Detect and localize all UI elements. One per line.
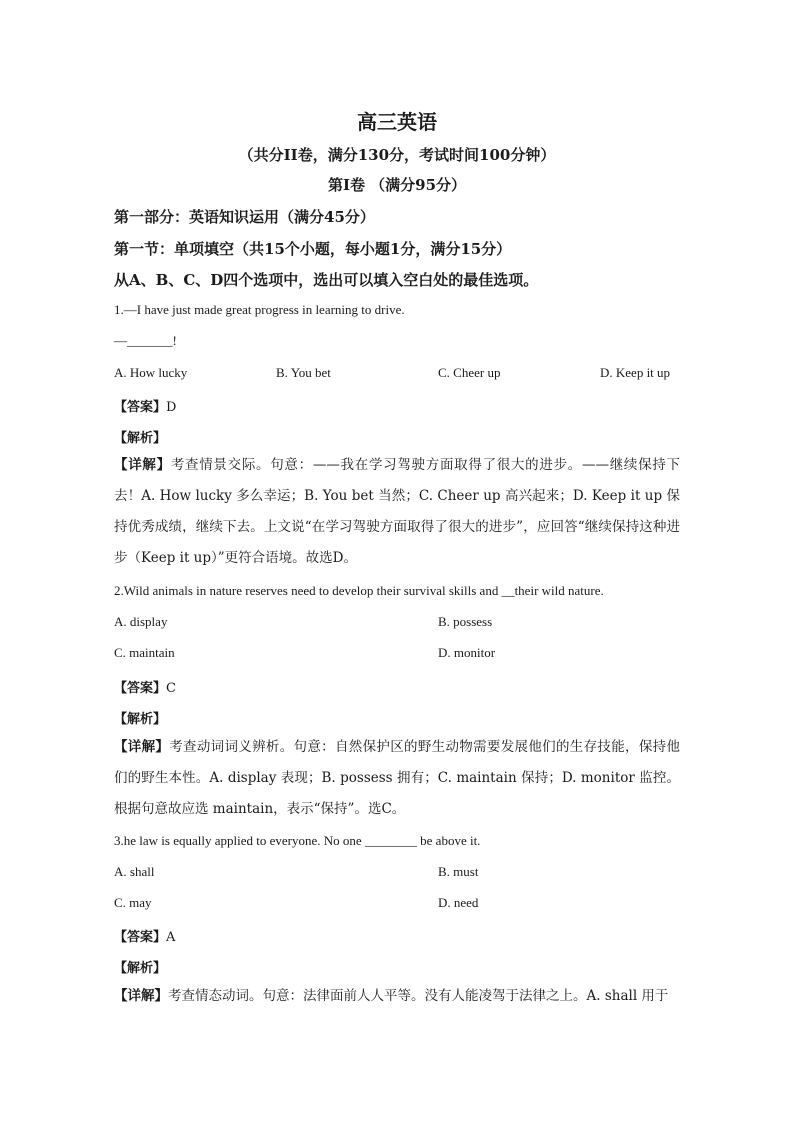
detail-text: 考查动词词义辨析。句意：自然保护区的野生动物需要发展他们的生存技能，保持他们的野生本性。A. display 表现；B. possess 拥有；C. maintain 保持；D. monitor 监控。根据句意故应选 maintain，表示“保持”。选C。 [114,739,680,817]
q3-analysis-label: 【解析】 [114,961,167,976]
q2-option-d: D. monitor [438,645,496,660]
detail-label: 【详解】 [114,988,168,1004]
q3-option-d: D. need [438,895,479,910]
q2-detail [114,732,680,825]
q1-option-c: C. Cheer up [438,365,501,380]
answer-value: D [166,400,177,415]
answer-value: A [166,930,176,945]
detail-text: 考查情景交际。句意：——我在学习驾驶方面取得了很大的进步。——继续保持下去！A. How lucky 多么幸运；B. You bet 当然；C. Cheer up 高兴起来；D. Keep it up 保持优秀成绩，继续下去。上文说“在学习驾驶方面取得了很大的进步”，应回答“继续保持这种进步（Keep it up）”更符合语境。故选D。 [114,457,681,566]
q1-option-d: D. Keep it up [600,365,671,380]
question-2-stem: 2.Wild animals in nature reserves need to develop their survival skills and __their wild nature. [114,583,604,598]
q2-option-c: C. maintain [114,645,175,660]
question-1-blank: —_______! [114,333,177,348]
section-heading: 第一节：单项填空（共15个小题，每小题1分，满分15分） [114,240,512,258]
answer-label: 【答案】 [114,681,167,696]
q3-option-a: A. shall [114,864,155,879]
q3-option-b: B. must [438,864,479,879]
part-heading: 第一部分：英语知识运用（满分45分） [114,208,375,226]
q3-option-c: C. may [114,895,152,910]
q1-analysis-label: 【解析】 [114,431,167,446]
q2-option-a: A. display [114,614,168,629]
detail-label: 【详解】 [114,739,170,755]
answer-value: C [166,681,176,696]
q1-detail [114,450,680,574]
detail-text: 考查情态动词。句意：法律面前人人平等。没有人能凌驾于法律之上。A. shall 用于 [168,988,669,1004]
q1-option-a: A. How lucky [114,365,188,380]
q1-answer [114,396,176,415]
page-title: 高三英语 [357,110,437,134]
question-3-stem: 3.he law is equally applied to everyone. No one ________ be above it. [114,833,481,848]
answer-label: 【答案】 [114,930,167,945]
q2-analysis-label: 【解析】 [114,712,167,727]
instruction: 从A、B、C、D四个选项中，选出可以填入空白处的最佳选项。 [114,271,539,289]
answer-label: 【答案】 [114,400,167,415]
q3-answer [114,926,175,945]
volume-heading: 第I卷 （满分95分） [327,176,467,194]
q1-option-b: B. You bet [276,365,331,380]
q3-detail [114,981,680,1012]
question-1-stem: 1.—I have just made great progress in learning to drive. [114,302,405,317]
exam-info: （共分II卷，满分130分，考试时间100分钟） [238,146,556,164]
q2-answer [114,677,176,696]
detail-label: 【详解】 [114,457,171,473]
q2-option-b: B. possess [438,614,493,629]
